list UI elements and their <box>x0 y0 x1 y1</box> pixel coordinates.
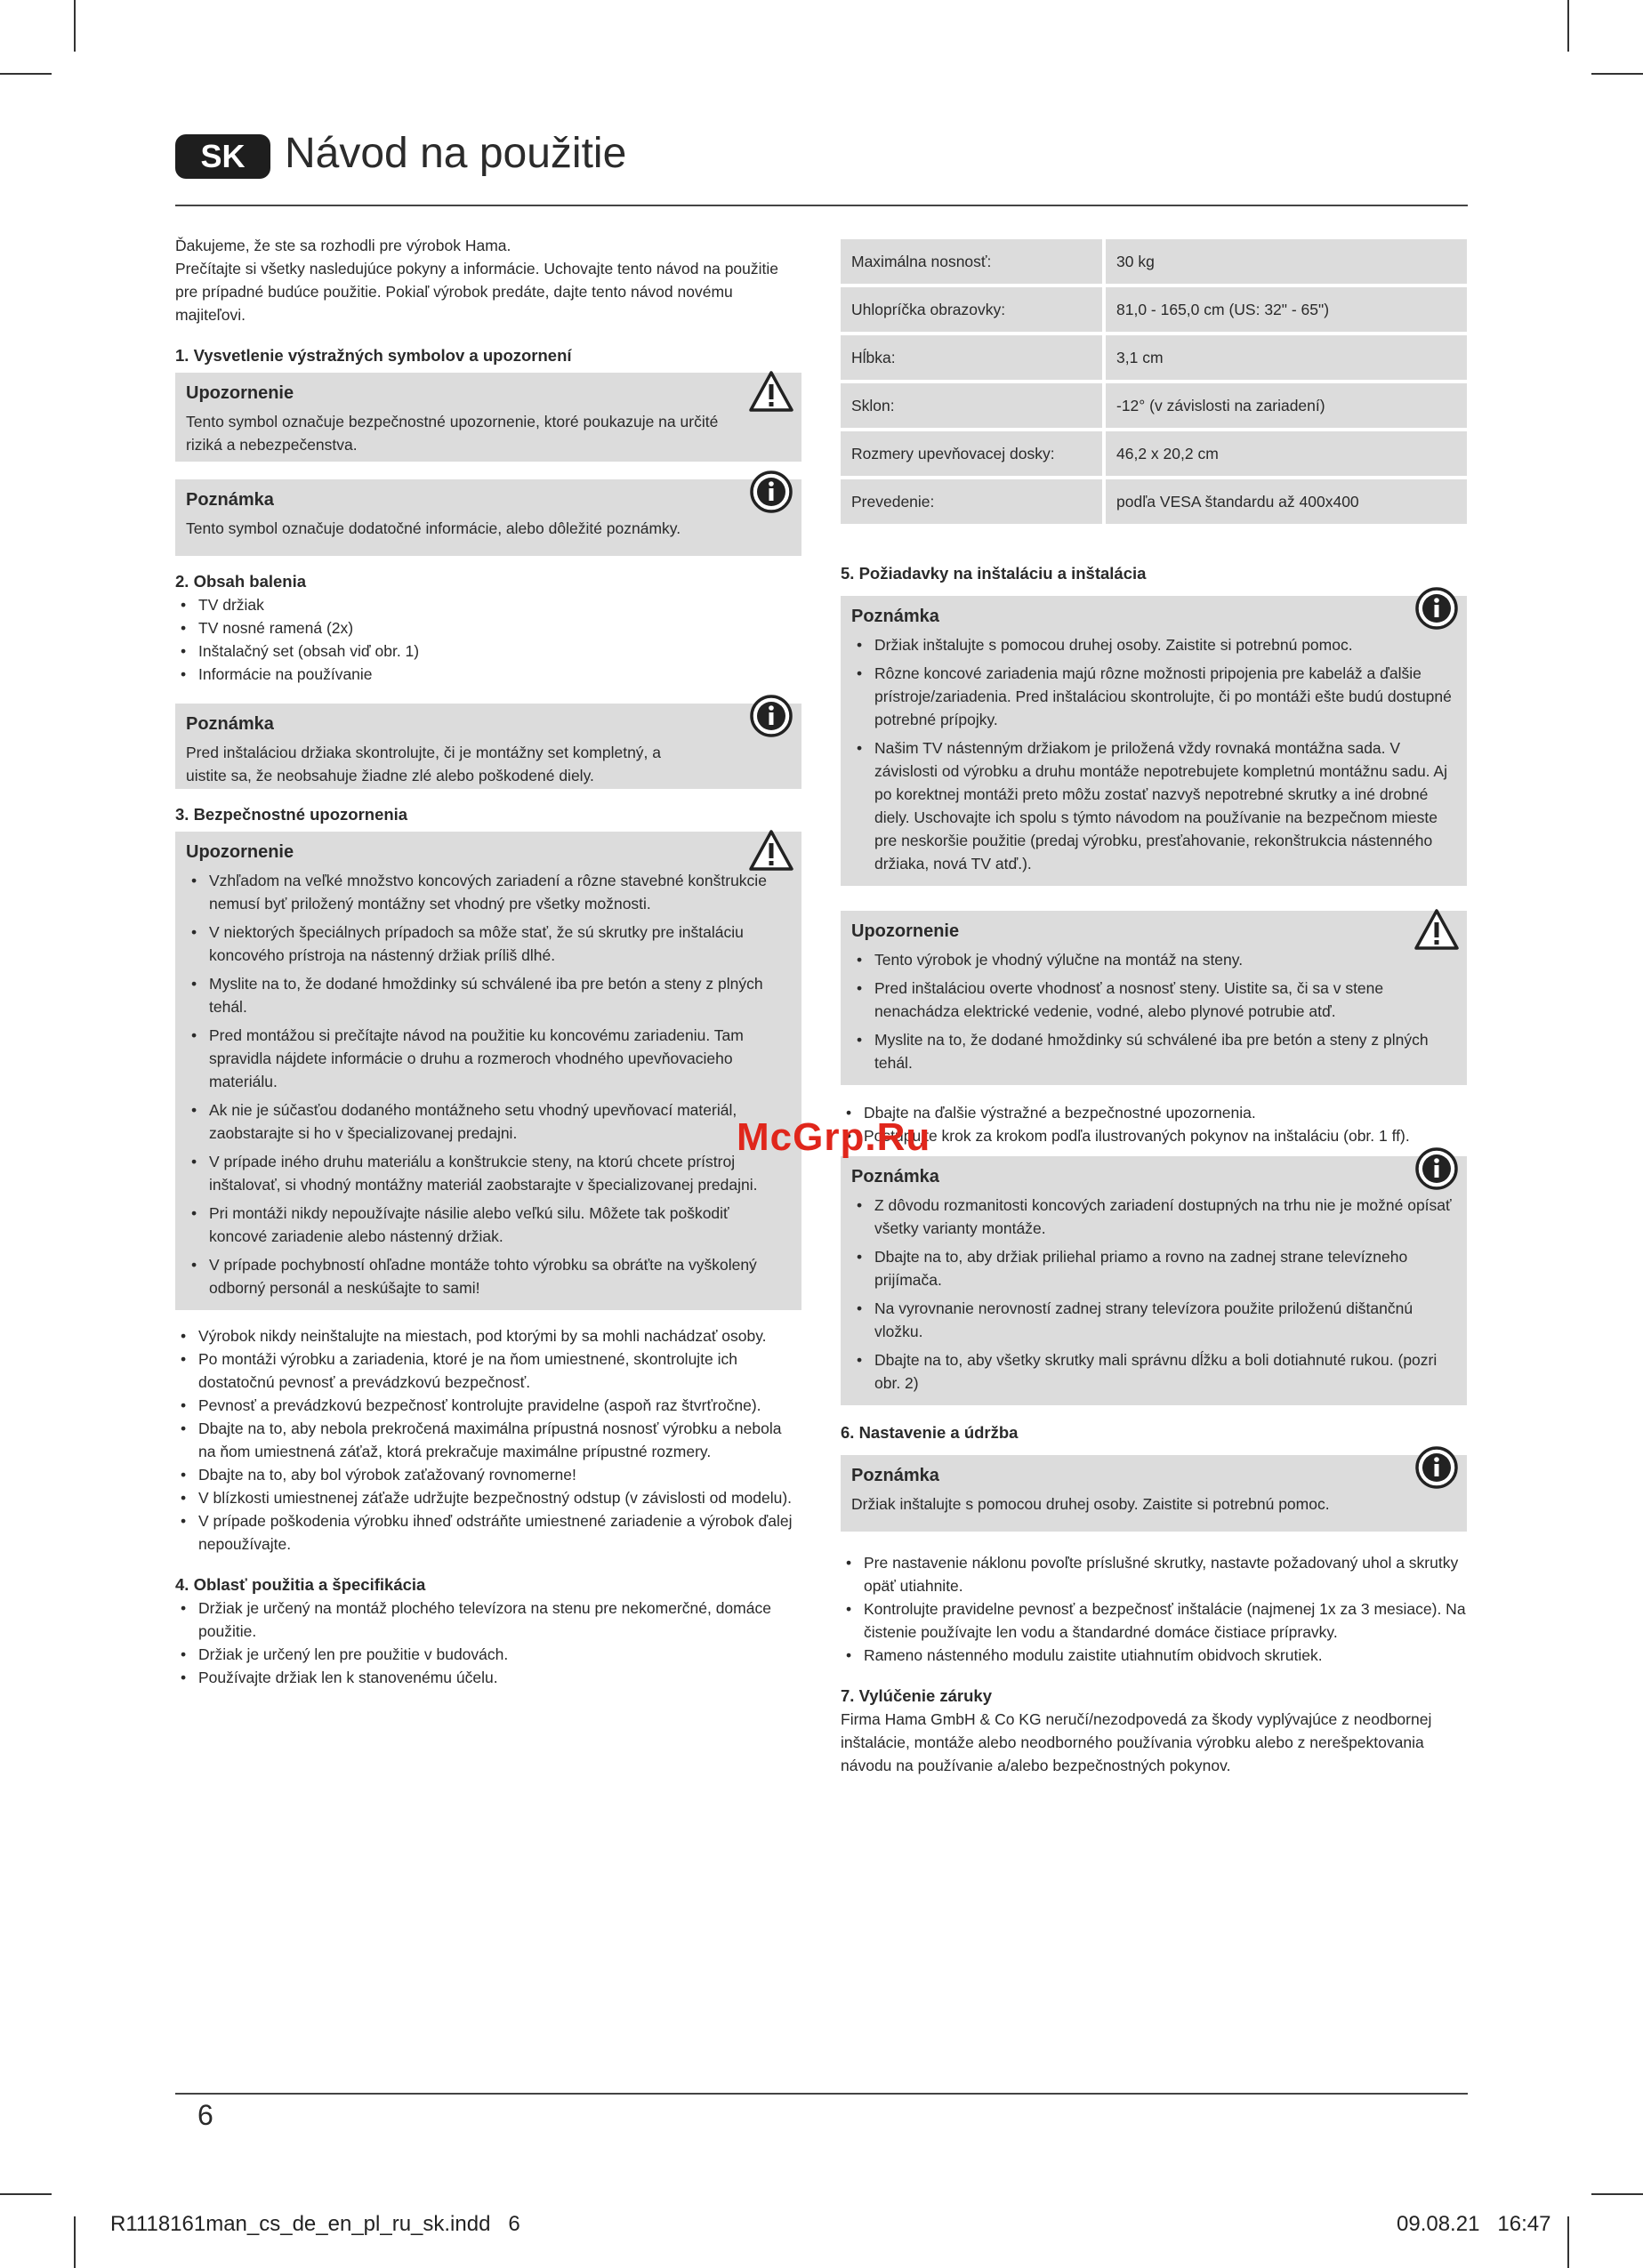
list-item: • V blízkosti umiestnenej záťaže udržujte bezpečnostný odstup (v závislosti od modelu). <box>175 1486 801 1509</box>
crop-mark <box>1567 2216 1569 2268</box>
list-item: • Dbajte na to, aby držiak priliehal priamo a rovno na zadnej strane televízneho prijímača. <box>851 1245 1456 1291</box>
package-list <box>175 593 801 686</box>
warning-triangle-icon <box>748 828 794 874</box>
safety-list <box>175 1324 801 1556</box>
spec-value: 46,2 x 20,2 cm <box>1106 431 1467 476</box>
section-5-heading: 5. Požiadavky na inštaláciu a inštalácia <box>841 564 1147 583</box>
table-row <box>841 431 1467 476</box>
warranty-text: Firma Hama GmbH & Co KG neručí/nezodpovedá za škody vyplývajúce z neodbornej inštalácie, montáže alebo neodborného používania výrobku alebo z nerešpektovania návodu na používanie a/alebo bezpečnostných pokynov. <box>841 1710 1432 1774</box>
header-rule <box>175 205 1468 206</box>
list-item: • Informácie na používanie <box>175 663 801 686</box>
section-7-heading: 7. Vylúčenie záruky <box>841 1686 993 1705</box>
spec-value: -12° (v závislosti na zariadení) <box>1106 383 1467 428</box>
note-box <box>841 596 1467 886</box>
warning-box <box>175 832 801 1310</box>
spec-value: podľa VESA štandardu až 400x400 <box>1106 479 1467 524</box>
note-box <box>841 1156 1467 1405</box>
list-item: • Držiak inštalujte s pomocou druhej osoby. Zaistite si potrebnú pomoc. <box>851 633 1456 656</box>
list-item: • Držiak je určený len pre použitie v budovách. <box>175 1643 801 1666</box>
list-item: • Tento výrobok je vhodný výlučne na montáž na steny. <box>851 948 1456 971</box>
list-item: • Z dôvodu rozmanitosti koncových zariadení dostupných na trhu nie je možné opísať všetky varianty montáže. <box>851 1194 1456 1240</box>
list-item: • Pred montážou si prečítajte návod na použitie ku koncovému zariadeniu. Tam spravidla nájdete informácie o druhu a rozmeroch vhodného upevňovacieho materiálu. <box>186 1024 791 1093</box>
section-6-heading: 6. Nastavenie a údržba <box>841 1423 1019 1442</box>
note-text: Držiak inštalujte s pomocou druhej osoby. Zaistite si potrebnú pomoc. <box>851 1495 1330 1513</box>
spec-key: Hĺbka: <box>841 335 1106 380</box>
note-title: Poznámka <box>851 1167 939 1186</box>
table-row <box>841 383 1467 428</box>
list-item: • Používajte držiak len k stanovenému účelu. <box>175 1666 801 1689</box>
note-title: Poznámka <box>851 607 939 626</box>
note-title: Poznámka <box>186 490 274 510</box>
note-box <box>175 479 801 556</box>
list-item: • TV nosné ramená (2x) <box>175 616 801 639</box>
note-text: Tento symbol označuje dodatočné informácie, alebo dôležité poznámky. <box>186 519 681 537</box>
warning-text: Tento symbol označuje bezpečnostné upozornenie, ktoré poukazuje na určité riziká a nebezpečenstva. <box>186 413 719 454</box>
list-item: • Kontrolujte pravidelne pevnosť a bezpečnosť inštalácie (najmenej 1x za 3 mesiace). Na čistenie používajte len vodu a štandardné domáce čistiace prípravky. <box>841 1597 1467 1644</box>
list-item: • Dbajte na to, aby nebola prekročená maximálna prípustná nosnosť výrobku a nebola na ňom umiestnená záťaž, ktorá prekračuje maximálne prípustné rozmery. <box>175 1417 801 1463</box>
language-badge: SK <box>175 134 270 179</box>
spec-value: 30 kg <box>1106 239 1467 284</box>
spec-key: Maximálna nosnosť: <box>841 239 1106 284</box>
list-item: • Našim TV nástenným držiakom je priložená vždy rovnaká montážna sada. V závislosti od výrobku a druhu montáže nepotrebujete kompletnú montážnu sadu. Aj po korektnej montáži preto môžu zostať nazvyš nepotrebné skrutky a iné drobné diely. Uschovajte ich spolu s týmto návodom na používanie na bezpečnom mieste pre neskoršie použitie (predaj výrobku, presťahovanie, rekonštrukcia nástenného držiaka, nová TV atď.). <box>851 736 1456 875</box>
section-2-heading: 2. Obsah balenia <box>175 572 307 591</box>
info-circle-icon <box>748 469 794 515</box>
maintenance-list <box>841 1551 1467 1667</box>
warning-title: Upozornenie <box>851 921 960 941</box>
info-circle-icon <box>1413 585 1460 631</box>
list-item: • Pevnosť a prevádzkovú bezpečnosť kontrolujte pravidelne (aspoň raz štvrťročne). <box>175 1394 801 1417</box>
spec-value: 3,1 cm <box>1106 335 1467 380</box>
list-item: • Dbajte na to, aby bol výrobok zaťažovaný rovnomerne! <box>175 1463 801 1486</box>
note-title: Poznámka <box>186 714 274 734</box>
install-list <box>841 1101 1467 1147</box>
warning-box <box>175 373 801 462</box>
list-item: • Výrobok nikdy neinštalujte na miestach, pod ktorými by sa mohli nachádzať osoby. <box>175 1324 801 1347</box>
table-row <box>841 479 1467 524</box>
list-item: • V niektorých špeciálnych prípadoch sa môže stať, že sú skrutky pre inštaláciu koncového prístroja na nástenný držiak príliš dlhé. <box>186 921 791 967</box>
warning-box <box>841 911 1467 1085</box>
warning-triangle-icon <box>748 369 794 415</box>
note-box <box>175 704 801 789</box>
section-1-heading: 1. Vysvetlenie výstražných symbolov a upozornení <box>175 346 572 365</box>
note-text: Pred inštaláciou držiaka skontrolujte, či je montážny set kompletný, a uistite sa, že neobsahuje žiadne zlé alebo poškodené diely. <box>186 744 662 784</box>
list-item: • Na vyrovnanie nerovností zadnej strany televízora použite priloženú dištančnú vložku. <box>851 1297 1456 1343</box>
print-slug-file: R1118161man_cs_de_en_pl_ru_sk.indd 6 <box>110 2212 520 2236</box>
right-column <box>841 562 1467 1777</box>
warning-triangle-icon <box>1413 907 1460 953</box>
page-title: Návod na použitie <box>285 130 627 177</box>
list-item: • V prípade poškodenia výrobku ihneď odstráňte umiestnené zariadenie a výrobok ďalej nepoužívajte. <box>175 1509 801 1556</box>
table-row <box>841 239 1467 284</box>
warning-list <box>186 869 791 1299</box>
section-4-heading: 4. Oblasť použitia a špecifikácia <box>175 1575 426 1594</box>
list-item: • Inštalačný set (obsah viď obr. 1) <box>175 639 801 663</box>
list-item: • Po montáži výrobku a zariadenia, ktoré je na ňom umiestnené, skontrolujte ich dostatočnú pevnosť a prevádzkovú bezpečnosť. <box>175 1347 801 1394</box>
crop-mark <box>1567 0 1569 52</box>
list-item: • Myslite na to, že dodané hmoždinky sú schválené iba pre betón a steny z plných tehál. <box>851 1028 1456 1074</box>
table-row <box>841 335 1467 380</box>
spec-key: Rozmery upevňovacej dosky: <box>841 431 1106 476</box>
list-item: • Myslite na to, že dodané hmoždinky sú schválené iba pre betón a steny z plných tehál. <box>186 972 791 1018</box>
list-item: • TV držiak <box>175 593 801 616</box>
watermark: McGrp.Ru <box>737 1115 931 1159</box>
note-box <box>841 1455 1467 1532</box>
spec-key: Uhlopríčka obrazovky: <box>841 287 1106 332</box>
print-slug-date: 09.08.21 16:47 <box>1397 2212 1551 2236</box>
crop-mark <box>74 2216 76 2268</box>
table-row <box>841 287 1467 332</box>
list-item: • Ak nie je súčasťou dodaného montážneho setu vhodný upevňovací materiál, zaobstarajte si ho v špecializovanej predajni. <box>186 1098 791 1145</box>
info-circle-icon <box>1413 1146 1460 1192</box>
note-list <box>851 1194 1456 1395</box>
footer-rule <box>175 2093 1468 2095</box>
list-item: • V prípade pochybností ohľadne montáže tohto výrobku sa obráťte na vyškolený odborný personál a neskúšajte to sami! <box>186 1253 791 1299</box>
list-item: • Dbajte na to, aby všetky skrutky mali správnu dĺžku a boli dotiahnuté rukou. (pozri obr. 2) <box>851 1348 1456 1395</box>
info-circle-icon <box>748 693 794 739</box>
list-item: • Pred inštaláciou overte vhodnosť a nosnosť steny. Uistite sa, či sa v stene nenachádza elektrické vedenie, vodné, alebo plynové potrubie atď. <box>851 977 1456 1023</box>
list-item: • Rôzne koncové zariadenia majú rôzne možnosti pripojenia pre kabeláž a ďalšie prístroje/zariadenia. Pred inštaláciou skontrolujte, či po montáži ešte budú dostupné potrebné prípojky. <box>851 662 1456 731</box>
note-title: Poznámka <box>851 1466 939 1485</box>
list-item: • Rameno nástenného modulu zaistite utiahnutím obidvoch skrutiek. <box>841 1644 1467 1667</box>
crop-mark <box>0 2193 52 2195</box>
list-item: • Pri montáži nikdy nepoužívajte násilie alebo veľkú silu. Môžete tak poškodiť koncové zariadenie alebo nástenný držiak. <box>186 1202 791 1248</box>
warning-title: Upozornenie <box>186 383 294 403</box>
list-item: • V prípade iného druhu materiálu a konštrukcie steny, na ktorú chcete prístroj inštalovať, si vhodný montážny materiál zaobstarajte v špecializovanej predajni. <box>186 1150 791 1196</box>
info-circle-icon <box>1413 1444 1460 1491</box>
section-3-heading: 3. Bezpečnostné upozornenia <box>175 805 408 824</box>
page-number: 6 <box>197 2099 213 2131</box>
list-item: • Dbajte na ďalšie výstražné a bezpečnostné upozornenia. <box>841 1101 1467 1124</box>
warning-title: Upozornenie <box>186 842 294 862</box>
list-item: • Pre nastavenie náklonu povoľte príslušné skrutky, nastavte požadovaný uhol a skrutky opäť utiahnite. <box>841 1551 1467 1597</box>
crop-mark <box>1591 73 1643 75</box>
usage-list <box>175 1596 801 1689</box>
crop-mark <box>1591 2193 1643 2195</box>
warning-list <box>851 948 1456 1074</box>
spec-key: Sklon: <box>841 383 1106 428</box>
list-item: • Vzhľadom na veľké množstvo koncových zariadení a rôzne stavebné konštrukcie nemusí byť priložený montážny set vhodný pre všetky možnosti. <box>186 869 791 915</box>
intro-text: Prečítajte si všetky nasledujúce pokyny a informácie. Uchovajte tento návod na použitie pre prípadné budúce použitie. Pokiaľ výrobok predáte, dajte tento návod novému majiteľovi. <box>175 260 779 324</box>
spec-value: 81,0 - 165,0 cm (US: 32" - 65") <box>1106 287 1467 332</box>
list-item: • Postupujte krok za krokom podľa ilustrovaných pokynov na inštaláciu (obr. 1 ff). <box>841 1124 1467 1147</box>
note-list <box>851 633 1456 875</box>
crop-mark <box>74 0 76 52</box>
intro-thanks: Ďakujeme, že ste sa rozhodli pre výrobok Hama. <box>175 237 511 254</box>
list-item: • Držiak je určený na montáž plochého televízora na stenu pre nekomerčné, domáce použitie. <box>175 1596 801 1643</box>
spec-key: Prevedenie: <box>841 479 1106 524</box>
spec-table <box>841 236 1467 527</box>
left-column <box>175 234 801 1689</box>
crop-mark <box>0 73 52 75</box>
